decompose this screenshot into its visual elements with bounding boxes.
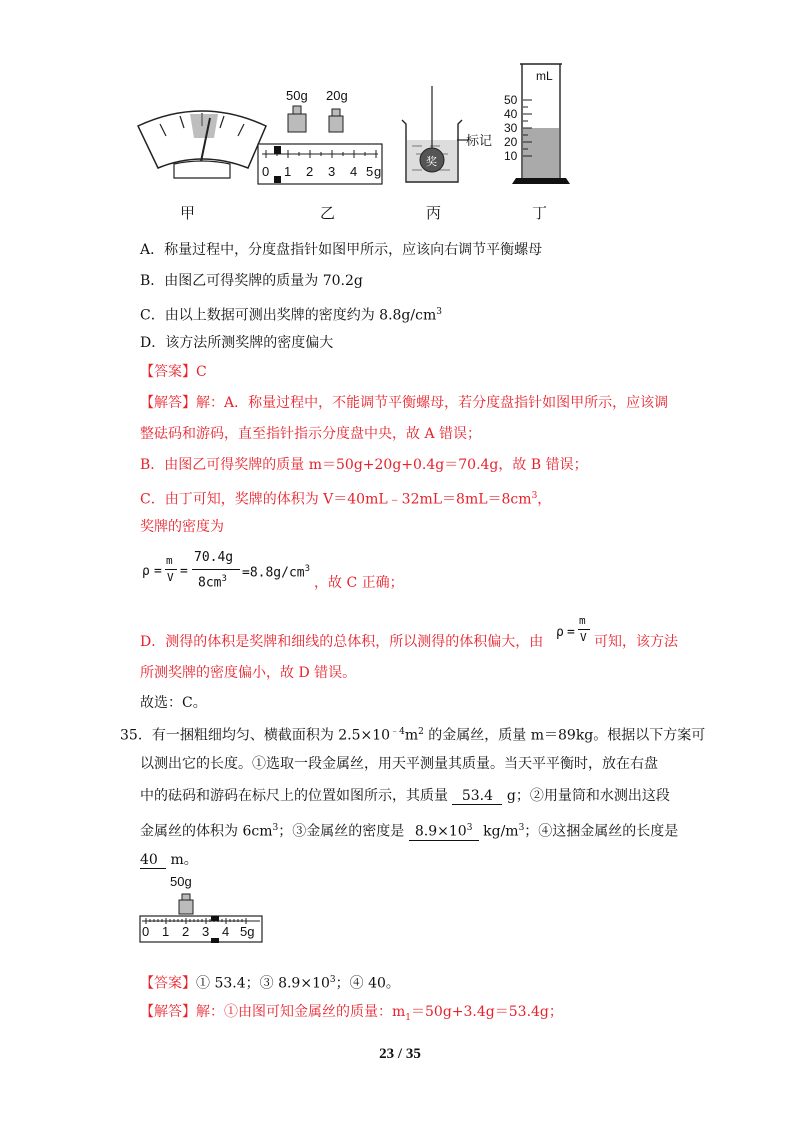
formula-result-text: =8.8g/cm <box>242 565 305 581</box>
analysis-1-line-5: 奖牌的密度为 <box>140 519 224 535</box>
q35-line-4-sup2: 3 <box>518 823 525 833</box>
q35-line-3 <box>140 786 670 806</box>
formula-eq-2: = <box>180 564 188 579</box>
formula-fraction-bar-1 <box>165 569 177 570</box>
q35-tick-2: 2 <box>182 924 190 939</box>
option-d: D．该方法所测奖牌的密度偏大 <box>140 335 334 351</box>
analysis-2 <box>140 1002 563 1028</box>
density-formula <box>142 550 452 598</box>
formula-den-text: 8cm <box>198 575 222 591</box>
q35-blank-mass: 53.4 <box>452 788 502 805</box>
formula-den-sup: 3 <box>221 574 227 584</box>
q35-weight-label: 50g <box>170 874 192 889</box>
scale-tick-5: 5 <box>366 164 374 179</box>
q35-line-4-c: kg/m <box>478 823 519 840</box>
scale-tick-g: g <box>374 164 382 179</box>
analysis-2-text: 【解答】解：①由图可知金属丝的质量：m <box>140 1004 406 1020</box>
formula-v: V <box>167 571 174 584</box>
figure-q35-scale <box>136 872 266 944</box>
beaker-mark-label: 标记 <box>466 133 493 148</box>
analysis-1-line-3: B．由图乙可得奖牌的质量 m＝50g+20g+0.4g＝70.4g，故 B 错误； <box>140 457 588 473</box>
analysis-1-line-6-b: 可知，该方法 <box>594 634 678 650</box>
scale-tick-3: 3 <box>328 164 336 179</box>
figure-apparatus-row <box>130 58 590 228</box>
option-b: B．由图乙可得奖牌的质量为 70.2g <box>140 273 363 289</box>
cylinder-tick-20: 20 <box>504 135 518 149</box>
scale-tick-0: 0 <box>262 164 270 179</box>
caption-bing: 丙 <box>426 205 442 222</box>
q35-line-2: 以测出它的长度。①选取一段金属丝，用天平测量其质量。当天平平衡时，放在右盘 <box>140 756 658 772</box>
inline-formula-bar <box>578 629 590 630</box>
q35-tick-4: 4 <box>222 924 230 939</box>
weight-50g-label: 50g <box>286 88 308 103</box>
cylinder-tick-30: 30 <box>504 121 518 135</box>
page-number: 23 / 35 <box>379 1046 421 1062</box>
q35-line-5-b: m。 <box>166 852 198 868</box>
answer-1: 【答案】C <box>140 364 207 380</box>
formula-numerator: 70.4g <box>194 550 234 565</box>
q35-line-1-sup2: 2 <box>418 727 424 737</box>
q35-blank-length: 40 <box>140 852 166 869</box>
analysis-1-line-4 <box>140 486 551 510</box>
analysis-1-line-4-end: ， <box>537 491 552 508</box>
inline-formula-m: m <box>579 614 586 627</box>
q35-blank-density <box>409 820 479 841</box>
scale-tick-4: 4 <box>350 164 358 179</box>
medal-label: 奖 <box>426 156 437 168</box>
balance-dial-drawing <box>138 111 266 178</box>
formula-tail: ，故 C 正确； <box>314 575 404 591</box>
q35-line-5 <box>140 850 198 870</box>
q35-blank-density-text: 8.9×10 <box>414 823 467 840</box>
formula-denominator <box>198 574 227 590</box>
q35-line-1-c: 的金属丝，质量 m＝89kg。根据以下方案可 <box>423 727 706 744</box>
formula-rho: ρ <box>142 564 150 579</box>
caption-ding: 丁 <box>532 205 548 222</box>
formula-m: m <box>166 554 173 567</box>
q35-line-4-a: 金属丝的体积为 6cm <box>140 823 273 840</box>
answer-2 <box>140 970 400 994</box>
formula-result-sup: 3 <box>304 564 311 574</box>
analysis-1-line-2: 整砝码和游码，直至指针指示分度盘中央，故 A 错误； <box>140 426 482 442</box>
option-c-sup: 3 <box>436 307 442 317</box>
answer-2-text: ① 53.4；③ 8.9×10 <box>196 975 330 992</box>
q35-blank-density-sup: 3 <box>466 823 473 833</box>
weights-drawing <box>288 106 343 132</box>
answer-2-tail: ；④ 40。 <box>335 975 400 992</box>
analysis-2-sub: 1 <box>405 1012 412 1023</box>
option-c <box>140 302 442 326</box>
formula-eq-1: = <box>154 564 162 579</box>
inline-density-formula <box>556 612 596 652</box>
answer-2-prefix: 【答案】 <box>140 975 196 992</box>
q35-line-4-sup: 3 <box>272 823 279 833</box>
q35-line-3-b: g；②用量筒和水测出这段 <box>502 788 670 804</box>
formula-fraction-bar-2 <box>192 569 240 570</box>
answer-2-sup: 3 <box>329 975 336 985</box>
apparatus-figure <box>130 58 590 228</box>
cylinder-tick-10: 10 <box>504 149 518 163</box>
inline-formula-eq: = <box>567 625 575 640</box>
weight-20g-label: 20g <box>326 88 348 103</box>
q35-tick-0: 0 <box>142 924 150 939</box>
analysis-1-line-1: 【解答】解：A．称量过程中，不能调节平衡螺母，若分度盘指针如图甲所示，应该调 <box>140 395 669 411</box>
analysis-2-tail: ＝50g+3.4g＝53.4g； <box>411 1004 563 1020</box>
analysis-1-line-6-a: D．测得的体积是奖牌和细线的总体积，所以测得的体积偏大，由 <box>140 634 544 650</box>
q35-tick-3: 3 <box>202 924 210 939</box>
rider-scale-drawing <box>258 144 382 184</box>
formula-result <box>242 564 310 580</box>
q35-line-4 <box>140 818 678 842</box>
cylinder-tick-40: 40 <box>504 107 518 121</box>
analysis-1-conclusion: 故选：C。 <box>140 695 207 711</box>
q35-line-3-a: 中的砝码和游码在标尺上的位置如图所示，其质量 <box>140 788 453 804</box>
q35-line-4-b: ；③金属丝的密度是 <box>278 823 409 840</box>
analysis-1-line-7: 所测奖牌的密度偏小，故 D 错误。 <box>140 665 357 681</box>
q35-line-4-d: ；④这捆金属丝的长度是 <box>524 823 679 840</box>
q35-tick-5g: 5g <box>240 924 255 939</box>
q35-line-1 <box>120 722 705 746</box>
caption-jia: 甲 <box>180 205 196 222</box>
scale-tick-2: 2 <box>306 164 314 179</box>
q35-line-1-b: m <box>404 727 419 744</box>
option-a: A．称量过程中，分度盘指针如图甲所示，应该向右调节平衡螺母 <box>140 242 543 258</box>
analysis-1-line-4-text: C．由丁可知，奖牌的体积为 V＝40mL﹣32mL＝8mL＝8cm <box>140 491 532 508</box>
inline-formula-rho: ρ <box>556 625 564 640</box>
caption-yi: 乙 <box>320 205 336 222</box>
q35-scale-figure <box>136 872 266 944</box>
q35-line-1-a: 35．有一捆粗细均匀、横截面积为 2.5×10 <box>120 727 391 744</box>
analysis-1-line-4-sup: 3 <box>531 491 538 501</box>
inline-formula-v: V <box>580 631 587 644</box>
q35-tick-1: 1 <box>162 924 170 939</box>
option-c-text: C．由以上数据可测出奖牌的密度约为 8.8g/cm <box>140 307 437 324</box>
q35-line-1-sup1: ﹣4 <box>390 727 405 737</box>
cylinder-unit-label: mL <box>536 69 553 83</box>
scale-tick-1: 1 <box>284 164 292 179</box>
cylinder-tick-50: 50 <box>504 93 518 107</box>
